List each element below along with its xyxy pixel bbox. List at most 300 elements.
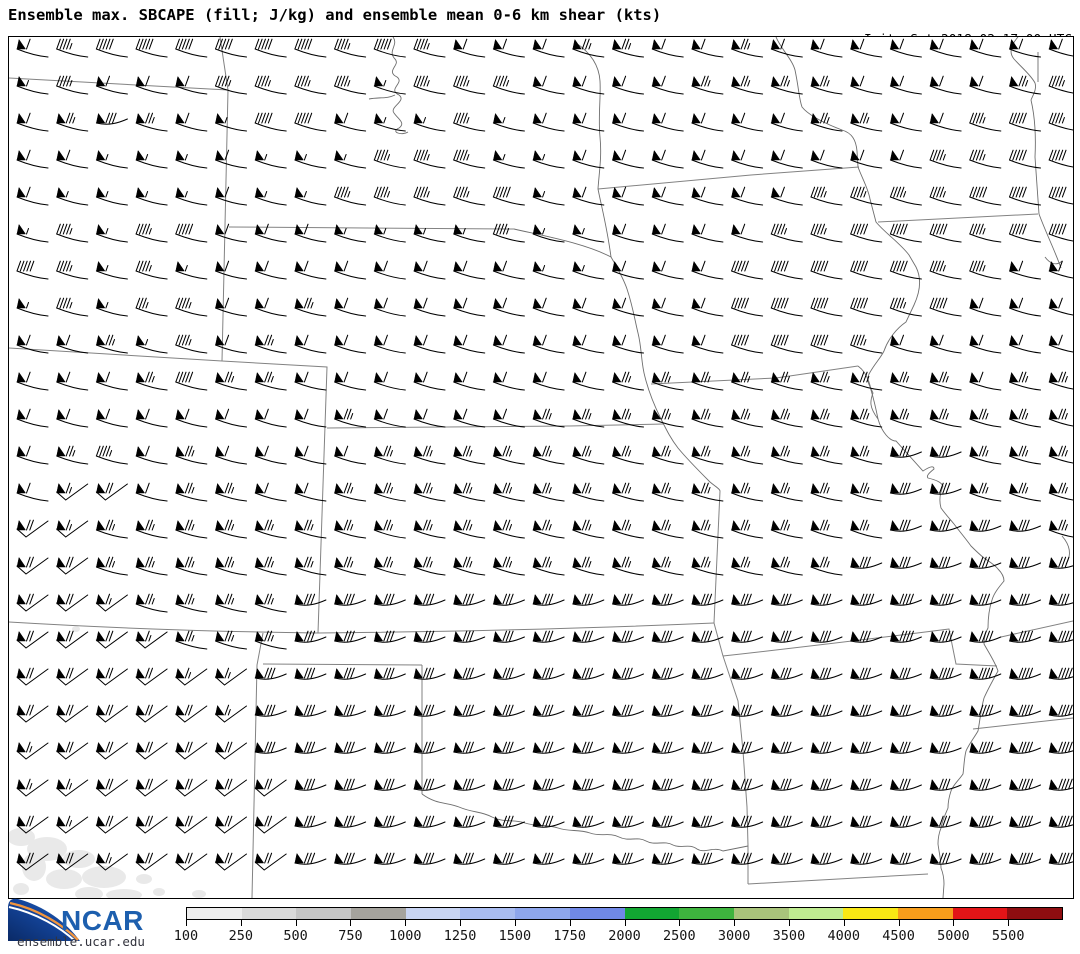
wind-barb <box>533 483 564 501</box>
wind-barb <box>454 39 485 57</box>
wind-barb <box>692 39 723 57</box>
colorbar-segment <box>351 908 406 919</box>
wind-barb <box>295 557 326 575</box>
wind-barb <box>17 299 48 317</box>
wind-barb <box>17 557 48 574</box>
wind-barb <box>613 631 644 642</box>
wind-barb <box>414 594 445 605</box>
colorbar-tick <box>953 920 954 926</box>
wind-barb <box>136 520 167 538</box>
wind-barb <box>493 261 524 279</box>
wind-barb <box>652 224 683 242</box>
wind-barb <box>692 853 723 864</box>
wind-barb <box>613 113 644 131</box>
wind-barb <box>930 631 961 642</box>
wind-barb <box>136 188 167 206</box>
wind-barb <box>811 409 842 427</box>
wind-barb <box>176 853 207 870</box>
wind-barb <box>573 742 604 753</box>
wind-barb <box>771 483 802 501</box>
wind-barb <box>493 76 524 94</box>
colorbar-tick-label: 5000 <box>937 928 970 944</box>
wind-barb <box>176 705 207 722</box>
wind-barb <box>811 335 842 353</box>
wind-barb <box>811 816 842 827</box>
wind-barb <box>692 150 723 168</box>
wind-barb <box>732 187 763 205</box>
wind-barb <box>533 446 564 464</box>
wind-barb <box>771 557 802 575</box>
wind-barb <box>136 853 167 870</box>
wind-barb <box>216 298 247 316</box>
wind-barb <box>613 261 644 279</box>
wind-barb <box>573 298 604 316</box>
colorbar-segment <box>789 908 844 919</box>
wind-barb <box>771 705 802 716</box>
wind-barb <box>652 187 683 205</box>
wind-barb <box>17 668 48 685</box>
wind-barb <box>255 151 286 169</box>
wind-barb <box>851 779 882 790</box>
wind-barb <box>414 261 445 279</box>
wind-barb <box>930 520 961 531</box>
wind-barb <box>771 742 802 753</box>
wind-barb <box>692 409 723 427</box>
colorbar-tick <box>1008 920 1009 926</box>
wind-barb <box>1049 853 1073 864</box>
wind-barb <box>374 77 405 95</box>
wind-barb <box>573 557 604 575</box>
wind-barb <box>613 39 644 57</box>
wind-barb <box>811 594 842 605</box>
wind-barb <box>930 224 961 242</box>
wind-barb <box>573 853 604 864</box>
wind-barb <box>652 483 683 501</box>
wind-barb <box>732 594 763 605</box>
wind-barb <box>17 631 48 648</box>
colorbar-tick <box>570 920 571 926</box>
colorbar-tick-label: 2000 <box>608 928 641 944</box>
wind-barb <box>216 39 247 57</box>
wind-barb <box>533 76 564 94</box>
colorbar-tick-label: 500 <box>283 928 308 944</box>
wind-barb <box>295 483 326 501</box>
wind-barb <box>295 705 326 716</box>
wind-barb <box>771 853 802 864</box>
wind-barb <box>136 113 167 131</box>
wind-barb <box>255 483 286 501</box>
wind-barb <box>136 76 167 94</box>
map-panel <box>8 36 1074 899</box>
wind-barb <box>335 298 366 316</box>
wind-barb <box>136 668 167 685</box>
colorbar-tick-label: 3500 <box>772 928 806 944</box>
wind-barb <box>1049 335 1073 353</box>
wind-barb <box>533 409 564 427</box>
wind-barb <box>454 631 485 642</box>
wind-barb <box>374 114 405 132</box>
wind-barb <box>652 557 683 575</box>
wind-barb <box>652 372 683 390</box>
wind-barb <box>851 668 882 679</box>
wind-barb <box>374 261 405 279</box>
wind-barb <box>1010 705 1041 716</box>
wind-barb <box>970 187 1001 205</box>
wind-barb <box>771 446 802 464</box>
wind-barb <box>613 557 644 575</box>
colorbar-segment <box>187 908 242 919</box>
wind-barb <box>533 557 564 575</box>
wind-barb <box>1010 446 1041 464</box>
wind-barb <box>295 409 326 427</box>
wind-barb <box>533 631 564 642</box>
wind-barb <box>255 261 286 279</box>
wind-barb <box>335 261 366 279</box>
wind-barb <box>17 409 48 427</box>
wind-barb <box>493 335 524 353</box>
wind-barb <box>613 483 644 501</box>
wind-barb <box>851 742 882 753</box>
wind-barb <box>652 668 683 679</box>
wind-barb <box>533 742 564 753</box>
wind-barb <box>692 557 723 575</box>
wind-barb <box>136 446 167 464</box>
wind-barb <box>335 39 366 57</box>
wind-barb <box>851 446 882 464</box>
wind-barb <box>295 742 326 753</box>
wind-barb <box>414 225 445 243</box>
wind-barb <box>573 409 604 427</box>
wind-barb <box>216 668 247 685</box>
wind-barb <box>970 483 1001 501</box>
wind-barb <box>374 631 405 642</box>
wind-barb <box>930 187 961 205</box>
wind-barb <box>493 224 524 242</box>
wind-barb <box>454 113 485 131</box>
colorbar-segment <box>570 908 625 919</box>
colorbar-tick-label: 5500 <box>991 928 1025 944</box>
wind-barb <box>17 372 48 390</box>
wind-barb <box>335 409 366 427</box>
wind-barb <box>493 779 524 790</box>
wind-barb <box>57 113 88 131</box>
wind-barb <box>374 225 405 243</box>
colorbar-tick-label: 1000 <box>388 928 422 944</box>
wind-barb <box>176 779 207 796</box>
wind-barb <box>890 372 921 390</box>
wind-barb <box>851 483 882 501</box>
wind-barb <box>17 742 48 759</box>
wind-barb <box>652 853 683 864</box>
wind-barb <box>1049 76 1073 94</box>
wind-barb <box>295 816 326 827</box>
wind-barb <box>692 705 723 716</box>
wind-barb <box>335 372 366 390</box>
wind-barb <box>811 261 842 279</box>
wind-barb <box>771 39 802 57</box>
wind-barb <box>216 187 247 205</box>
wind-barb <box>573 262 604 280</box>
wind-barb <box>732 76 763 94</box>
wind-barb <box>335 816 366 827</box>
wind-barb <box>335 113 366 131</box>
wind-barb <box>493 446 524 464</box>
wind-barb <box>930 705 961 716</box>
wind-barb <box>176 335 207 353</box>
wind-barb <box>96 188 127 206</box>
wind-barb <box>533 372 564 390</box>
wind-barb <box>255 113 286 131</box>
wind-barb <box>374 335 405 353</box>
wind-barb <box>970 224 1001 242</box>
wind-barb <box>295 298 326 316</box>
wind-barb <box>613 705 644 716</box>
wind-barb <box>613 446 644 464</box>
wind-barb <box>493 298 524 316</box>
wind-barb <box>335 225 366 243</box>
wind-barb <box>295 594 326 605</box>
wind-barb <box>17 261 48 279</box>
wind-barb <box>533 779 564 790</box>
wind-barb <box>136 372 167 390</box>
wind-barb <box>493 594 524 605</box>
wind-barb <box>613 742 644 753</box>
wind-barb <box>692 298 723 316</box>
wind-barb <box>136 631 167 648</box>
wind-barb <box>851 113 882 131</box>
wind-barb <box>811 76 842 94</box>
wind-barb <box>374 150 405 168</box>
wind-barb <box>1049 224 1073 242</box>
wind-barb <box>176 668 207 685</box>
wind-barb <box>335 779 366 790</box>
wind-barb <box>176 594 207 612</box>
colorbar-segment <box>296 908 351 919</box>
wind-barb <box>335 742 366 753</box>
wind-barb <box>533 853 564 864</box>
wind-barb <box>573 335 604 353</box>
wind-barb <box>851 187 882 205</box>
wind-barb <box>454 335 485 353</box>
colorbar-tick <box>679 920 680 926</box>
wind-barb <box>216 76 247 94</box>
wind-barb <box>255 76 286 94</box>
colorbar-tick-label: 250 <box>228 928 254 944</box>
wind-barb <box>533 668 564 679</box>
wind-barb <box>970 520 1001 531</box>
wind-barb <box>652 298 683 316</box>
wind-barb <box>96 816 127 833</box>
wind-barb <box>255 409 286 427</box>
wind-barb <box>732 705 763 716</box>
colorbar-tick-label: 3000 <box>717 928 751 944</box>
wind-barb <box>96 446 127 464</box>
wind-barb <box>1049 742 1073 753</box>
wind-barb <box>652 779 683 790</box>
wind-barb <box>613 187 644 205</box>
wind-barb <box>771 298 802 316</box>
wind-barb <box>414 446 445 464</box>
wind-barb <box>295 668 326 679</box>
wind-barb <box>493 114 524 132</box>
wind-barb <box>613 594 644 605</box>
wind-barb <box>414 520 445 538</box>
wind-barb <box>176 76 207 94</box>
wind-barb <box>811 742 842 753</box>
wind-barb <box>454 705 485 716</box>
wind-barb <box>57 150 88 168</box>
wind-barb <box>732 631 763 642</box>
wind-barb <box>255 668 286 679</box>
right-edge-river <box>1031 100 1039 214</box>
wind-barb <box>57 261 88 279</box>
wind-barb <box>771 150 802 168</box>
wind-barb <box>255 335 286 353</box>
wind-barb <box>414 483 445 501</box>
wind-barb <box>692 594 723 605</box>
wind-barb <box>851 520 882 538</box>
colorbar-tick <box>241 920 242 926</box>
colorbar-tick <box>625 920 626 926</box>
wind-barb <box>335 853 366 864</box>
wind-barb <box>96 335 127 353</box>
wind-barb <box>573 816 604 827</box>
wind-barb <box>613 779 644 790</box>
wind-barb <box>96 262 127 280</box>
wind-barb <box>216 409 247 427</box>
wind-barb <box>96 483 127 500</box>
wind-barb <box>692 261 723 279</box>
wind-barb <box>17 113 48 131</box>
wind-barb <box>732 853 763 864</box>
wind-barb <box>295 188 326 206</box>
wind-barb <box>732 446 763 464</box>
wind-barb <box>930 594 961 605</box>
wind-barb <box>890 261 921 279</box>
wind-barb <box>732 261 763 279</box>
wind-barb <box>454 187 485 205</box>
colorbar-tick-label: 750 <box>338 928 363 944</box>
wind-barb <box>176 224 207 242</box>
ncar-wordmark: NCAR <box>61 905 144 936</box>
wind-barb <box>96 742 127 759</box>
wind-barb <box>613 520 644 538</box>
wind-barb <box>454 779 485 790</box>
wind-barb <box>374 779 405 790</box>
wind-barb <box>930 372 961 390</box>
wind-barb <box>692 187 723 205</box>
colorbar-segment <box>1007 908 1062 919</box>
wind-barb <box>136 594 167 612</box>
wind-barb <box>1049 372 1073 390</box>
wind-barb <box>692 483 723 501</box>
wind-barb <box>255 188 286 206</box>
wind-barb <box>811 853 842 864</box>
wind-barb <box>930 150 961 168</box>
wind-barb <box>851 557 882 568</box>
wind-barb <box>1049 187 1073 205</box>
wind-barb <box>374 372 405 390</box>
wind-barb <box>613 76 644 94</box>
wind-barb <box>335 594 366 605</box>
wind-barb <box>176 742 207 759</box>
wind-barb <box>374 557 405 575</box>
wind-barb <box>890 742 921 753</box>
wind-barb <box>573 225 604 243</box>
wind-barb <box>692 816 723 827</box>
wind-barb <box>57 742 88 759</box>
wind-barb <box>890 39 921 57</box>
wind-barb <box>57 76 88 94</box>
wind-barb <box>1010 631 1041 642</box>
wind-barb <box>136 39 167 57</box>
site-url-label: ensemble.ucar.edu <box>17 934 145 949</box>
wind-barb <box>1010 335 1041 353</box>
wind-barb <box>771 520 802 538</box>
wind-barb <box>811 187 842 205</box>
colorbar-tick-label: 1250 <box>443 928 477 944</box>
wind-barb <box>295 39 326 57</box>
wind-barb <box>890 298 921 316</box>
wind-barb <box>732 520 763 538</box>
wind-barb <box>771 668 802 679</box>
wind-barb <box>216 150 247 168</box>
wind-barb <box>414 668 445 679</box>
wind-barb <box>255 853 286 870</box>
wind-barb <box>613 298 644 316</box>
wind-barb <box>1049 409 1073 427</box>
wind-barb <box>533 520 564 538</box>
wind-barb <box>493 39 524 57</box>
wind-barb <box>1049 113 1073 131</box>
wind-barb <box>890 779 921 790</box>
wind-barb <box>216 742 247 759</box>
wind-barb <box>890 668 921 679</box>
wind-barb <box>930 335 961 353</box>
wind-barb <box>732 150 763 168</box>
state-borders <box>9 37 1073 898</box>
wind-barb <box>335 335 366 353</box>
wind-barb <box>732 483 763 501</box>
wind-barb <box>692 742 723 753</box>
des-moines-river <box>858 366 878 419</box>
wind-barb <box>613 853 644 864</box>
wind-barb <box>454 557 485 575</box>
wind-barb <box>57 224 88 242</box>
wind-barb <box>533 262 564 280</box>
wind-barb <box>573 631 604 642</box>
wind-barb <box>414 114 445 132</box>
wind-barb <box>17 187 48 205</box>
wind-barb <box>493 631 524 642</box>
wind-barb <box>732 372 763 390</box>
wind-barb <box>335 483 366 501</box>
wind-barb <box>771 631 802 642</box>
wind-barb <box>890 705 921 716</box>
wind-barb <box>1010 520 1041 531</box>
wind-barb <box>414 705 445 716</box>
wind-barb <box>930 483 961 494</box>
wind-barb <box>454 150 485 168</box>
wind-barb <box>613 150 644 168</box>
wind-barb <box>414 335 445 353</box>
wind-barb <box>96 557 127 575</box>
wind-barb <box>692 224 723 242</box>
wind-barb <box>176 520 207 538</box>
wind-barb <box>851 39 882 57</box>
wind-barb <box>454 668 485 679</box>
wind-barb <box>96 151 127 169</box>
